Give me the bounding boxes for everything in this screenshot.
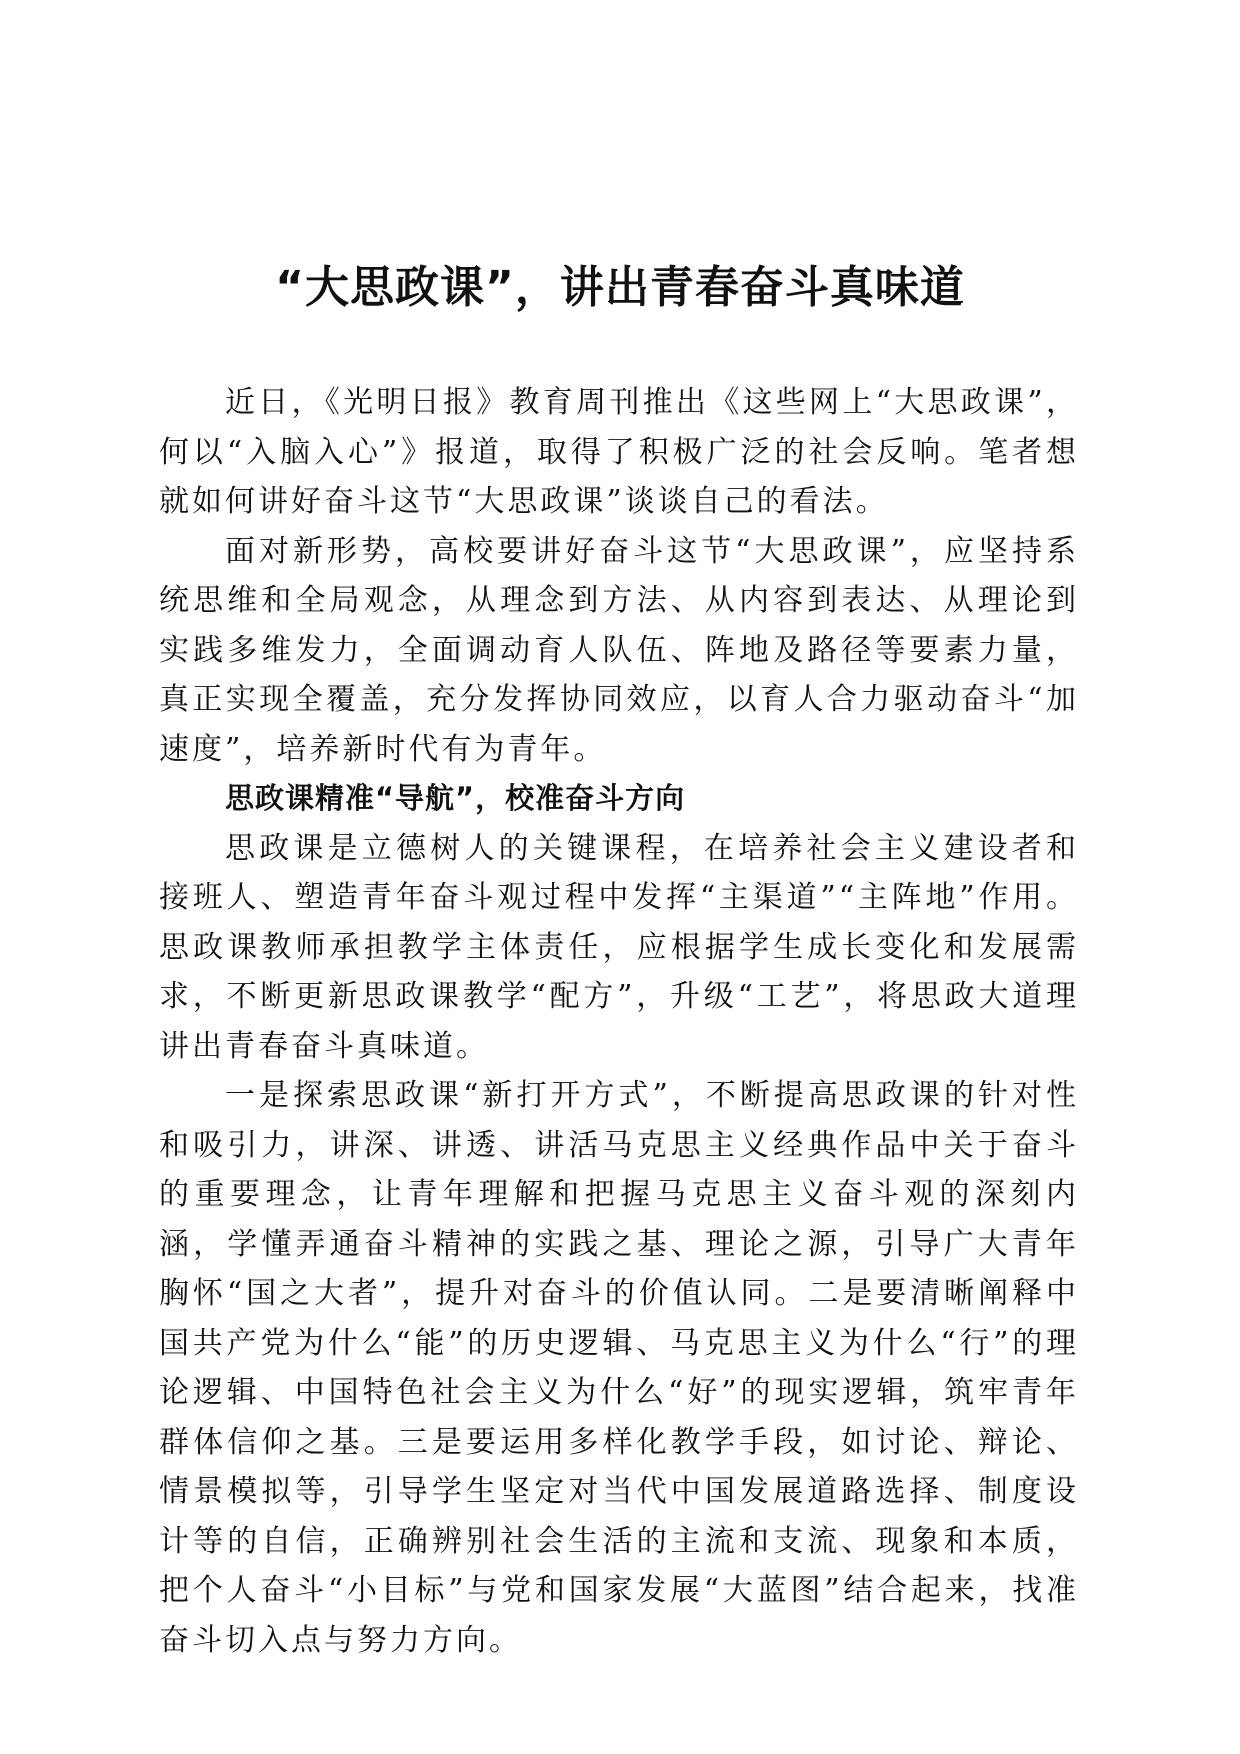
paragraph-section-2: 一是探索思政课“新打开方式”，不断提高思政课的针对性和吸引力，讲深、讲透、讲活马克思主义经典作品中关于奋斗的重要理念，让青年理解和把握马克思主义奋斗观的深刻内涵，学懂弄通奋斗精神的实践之基、理论之源，引导广大青年胸怀“国之大者”，提升对奋斗的价值认同。二是要清晰阐释中国共产党为什么“能”的历史逻辑、马克思主义为什么“行”的理论逻辑、中国特色社会主义为什么“好”的现实逻辑，筑牢青年群体信仰之基。三是要运用多样化教学手段，如讨论、辩论、情景模拟等，引导学生坚定对当代中国发展道路选择、制度设计等的自信，正确辨别社会生活的主流和支流、现象和本质，把个人奋斗“小目标”与党和国家发展“大蓝图”结合起来，找准奋斗切入点与努力方向。 (159, 1078, 1079, 1658)
paragraph-section-1: 思政课是立德树人的关键课程，在培养社会主义建设者和接班人、塑造青年奋斗观过程中发挥“主渠道”“主阵地”作用。思政课教师承担教学主体责任，应根据学生成长变化和发展需求，不断更新思政课教学“配方”，升级“工艺”，将思政大道理讲出青春奋斗真味道。 (159, 830, 1079, 1064)
section-heading: 思政课精准“导航”，校准奋斗方向 (225, 781, 686, 815)
document-body (159, 378, 1079, 1665)
paragraph-intro: 近日，《光明日报》教育周刊推出《这些网上“大思政课”，何以“入脑入心”》报道，取得了积极广泛的社会反响。笔者想就如何讲好奋斗这节“大思政课”谈谈自己的看法。 (159, 385, 1079, 519)
document-title: “大思政课”，讲出青春奋斗真味道 (275, 262, 965, 313)
paragraph-overview: 面对新形势，高校要讲好奋斗这节“大思政课”，应坚持系统思维和全局观念，从理念到方法、从内容到表达、从理论到实践多维发力，全面调动育人队伍、阵地及路径等要素力量，真正实现全覆盖，充分发挥协同效应，以育人合力驱动奋斗“加速度”，培养新时代有为青年。 (159, 533, 1079, 767)
